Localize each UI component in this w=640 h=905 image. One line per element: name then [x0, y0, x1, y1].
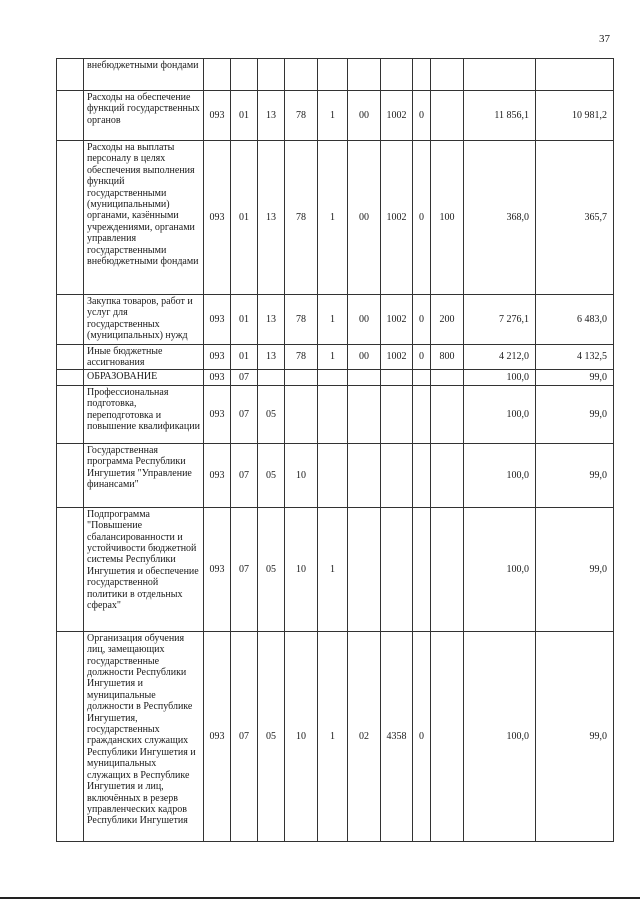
- expense-type-cell: [431, 507, 464, 631]
- program-cell: 78: [285, 295, 318, 345]
- row-number-cell: [57, 141, 84, 295]
- subsection-cell: [258, 59, 285, 91]
- ved-cell: 093: [204, 141, 231, 295]
- table-row: [57, 385, 614, 443]
- amount-planned-cell: 100,0: [464, 385, 536, 443]
- amount-executed-cell: 99,0: [536, 443, 614, 507]
- main-event-cell: 00: [348, 295, 381, 345]
- program-cell: 78: [285, 141, 318, 295]
- direction-cell: 1002: [381, 141, 413, 295]
- subsection-cell: 05: [258, 385, 285, 443]
- funding-type-cell: [413, 507, 431, 631]
- direction-cell: [381, 443, 413, 507]
- table-row: [57, 369, 614, 385]
- subprogram-cell: [318, 443, 348, 507]
- item-name-cell: Подпрограмма "Повышение сбалансированности и устойчивости бюджетной системы Республики Ингушетия и обеспечение государственной политики в отдельных сферах": [84, 507, 204, 631]
- subsection-cell: 13: [258, 345, 285, 370]
- amount-executed-cell: 10 981,2: [536, 91, 614, 141]
- expense-type-cell: [431, 91, 464, 141]
- amount-executed-cell: 99,0: [536, 369, 614, 385]
- ved-cell: 093: [204, 345, 231, 370]
- item-name-cell: Иные бюджетные ассигнования: [84, 345, 204, 370]
- main-event-cell: [348, 443, 381, 507]
- main-event-cell: [348, 507, 381, 631]
- amount-executed-cell: [536, 59, 614, 91]
- ved-cell: 093: [204, 91, 231, 141]
- expense-type-cell: [431, 59, 464, 91]
- amount-planned-cell: 100,0: [464, 369, 536, 385]
- amount-executed-cell: 365,7: [536, 141, 614, 295]
- amount-executed-cell: 4 132,5: [536, 345, 614, 370]
- direction-cell: [381, 507, 413, 631]
- funding-type-cell: 0: [413, 631, 431, 841]
- subsection-cell: 13: [258, 141, 285, 295]
- amount-planned-cell: [464, 59, 536, 91]
- amount-planned-cell: 100,0: [464, 507, 536, 631]
- amount-planned-cell: 100,0: [464, 443, 536, 507]
- program-cell: [285, 59, 318, 91]
- funding-type-cell: 0: [413, 91, 431, 141]
- section-cell: 07: [231, 443, 258, 507]
- subsection-cell: 05: [258, 631, 285, 841]
- ved-cell: 093: [204, 507, 231, 631]
- table-row: [57, 507, 614, 631]
- direction-cell: 1002: [381, 91, 413, 141]
- main-event-cell: [348, 369, 381, 385]
- page-number: 37: [599, 33, 610, 45]
- section-cell: 01: [231, 141, 258, 295]
- item-name-cell: ОБРАЗОВАНИЕ: [84, 369, 204, 385]
- subsection-cell: 05: [258, 443, 285, 507]
- table-row: [57, 59, 614, 91]
- program-cell: [285, 385, 318, 443]
- item-name-cell: внебюджетными фондами: [84, 59, 204, 91]
- direction-cell: [381, 369, 413, 385]
- amount-executed-cell: 99,0: [536, 507, 614, 631]
- item-name-cell: Закупка товаров, работ и услуг для государственных (муниципальных) нужд: [84, 295, 204, 345]
- bottom-rule: [0, 897, 640, 899]
- direction-cell: [381, 385, 413, 443]
- section-cell: 07: [231, 369, 258, 385]
- expense-type-cell: 100: [431, 141, 464, 295]
- item-name-cell: Расходы на обеспечение функций государственных органов: [84, 91, 204, 141]
- subprogram-cell: 1: [318, 91, 348, 141]
- amount-planned-cell: 7 276,1: [464, 295, 536, 345]
- amount-planned-cell: 11 856,1: [464, 91, 536, 141]
- row-number-cell: [57, 345, 84, 370]
- ved-cell: 093: [204, 369, 231, 385]
- table-row: [57, 141, 614, 295]
- subprogram-cell: [318, 385, 348, 443]
- expense-type-cell: [431, 631, 464, 841]
- row-number-cell: [57, 91, 84, 141]
- amount-planned-cell: 100,0: [464, 631, 536, 841]
- funding-type-cell: 0: [413, 141, 431, 295]
- main-event-cell: 00: [348, 91, 381, 141]
- table-row: [57, 443, 614, 507]
- section-cell: 01: [231, 295, 258, 345]
- row-number-cell: [57, 385, 84, 443]
- row-number-cell: [57, 295, 84, 345]
- direction-cell: 1002: [381, 345, 413, 370]
- item-name-cell: Организация обучения лиц, замещающих государственные должности Республики Ингушетия и муниципальные должности в Республике Ингушетия, государственных гражданских служащих Республики Ингушетия и муниципальных служащих в Республике Ингушетия и лиц, включённых в резерв управленческих кадров Республики Ингушетия: [84, 631, 204, 841]
- ved-cell: 093: [204, 295, 231, 345]
- section-cell: 01: [231, 91, 258, 141]
- section-cell: [231, 59, 258, 91]
- section-cell: 07: [231, 631, 258, 841]
- item-name-cell: Государственная программа Республики Ингушетия "Управление финансами": [84, 443, 204, 507]
- subsection-cell: 05: [258, 507, 285, 631]
- row-number-cell: [57, 631, 84, 841]
- amount-executed-cell: 99,0: [536, 631, 614, 841]
- program-cell: 10: [285, 507, 318, 631]
- amount-executed-cell: 99,0: [536, 385, 614, 443]
- amount-planned-cell: 368,0: [464, 141, 536, 295]
- program-cell: 10: [285, 631, 318, 841]
- section-cell: 01: [231, 345, 258, 370]
- ved-cell: [204, 59, 231, 91]
- subprogram-cell: 1: [318, 507, 348, 631]
- table-row: [57, 345, 614, 370]
- main-event-cell: 00: [348, 345, 381, 370]
- main-event-cell: 02: [348, 631, 381, 841]
- budget-table: [56, 58, 614, 842]
- program-cell: 10: [285, 443, 318, 507]
- funding-type-cell: [413, 369, 431, 385]
- table-row: [57, 631, 614, 841]
- main-event-cell: [348, 385, 381, 443]
- expense-type-cell: [431, 385, 464, 443]
- subprogram-cell: 1: [318, 631, 348, 841]
- expense-type-cell: [431, 443, 464, 507]
- expense-type-cell: 800: [431, 345, 464, 370]
- row-number-cell: [57, 59, 84, 91]
- direction-cell: 4358: [381, 631, 413, 841]
- item-name-cell: Профессиональная подготовка, переподготовка и повышение квалификации: [84, 385, 204, 443]
- expense-type-cell: [431, 369, 464, 385]
- amount-planned-cell: 4 212,0: [464, 345, 536, 370]
- main-event-cell: 00: [348, 141, 381, 295]
- funding-type-cell: 0: [413, 295, 431, 345]
- main-event-cell: [348, 59, 381, 91]
- subsection-cell: 13: [258, 295, 285, 345]
- expense-type-cell: 200: [431, 295, 464, 345]
- funding-type-cell: [413, 59, 431, 91]
- section-cell: 07: [231, 385, 258, 443]
- ved-cell: 093: [204, 385, 231, 443]
- program-cell: 78: [285, 345, 318, 370]
- subsection-cell: [258, 369, 285, 385]
- row-number-cell: [57, 443, 84, 507]
- section-cell: 07: [231, 507, 258, 631]
- subprogram-cell: 1: [318, 295, 348, 345]
- subsection-cell: 13: [258, 91, 285, 141]
- ved-cell: 093: [204, 631, 231, 841]
- program-cell: 78: [285, 91, 318, 141]
- table-row: [57, 295, 614, 345]
- row-number-cell: [57, 369, 84, 385]
- subprogram-cell: [318, 369, 348, 385]
- table-row: [57, 91, 614, 141]
- funding-type-cell: 0: [413, 345, 431, 370]
- table-body: [57, 59, 614, 842]
- funding-type-cell: [413, 443, 431, 507]
- funding-type-cell: [413, 385, 431, 443]
- subprogram-cell: [318, 59, 348, 91]
- direction-cell: [381, 59, 413, 91]
- ved-cell: 093: [204, 443, 231, 507]
- item-name-cell: Расходы на выплаты персоналу в целях обеспечения выполнения функций государственными (муниципальными) органами, казёнными учреждениями, органами управления государственными внебюджетными фондами: [84, 141, 204, 295]
- row-number-cell: [57, 507, 84, 631]
- program-cell: [285, 369, 318, 385]
- subprogram-cell: 1: [318, 141, 348, 295]
- direction-cell: 1002: [381, 295, 413, 345]
- amount-executed-cell: 6 483,0: [536, 295, 614, 345]
- subprogram-cell: 1: [318, 345, 348, 370]
